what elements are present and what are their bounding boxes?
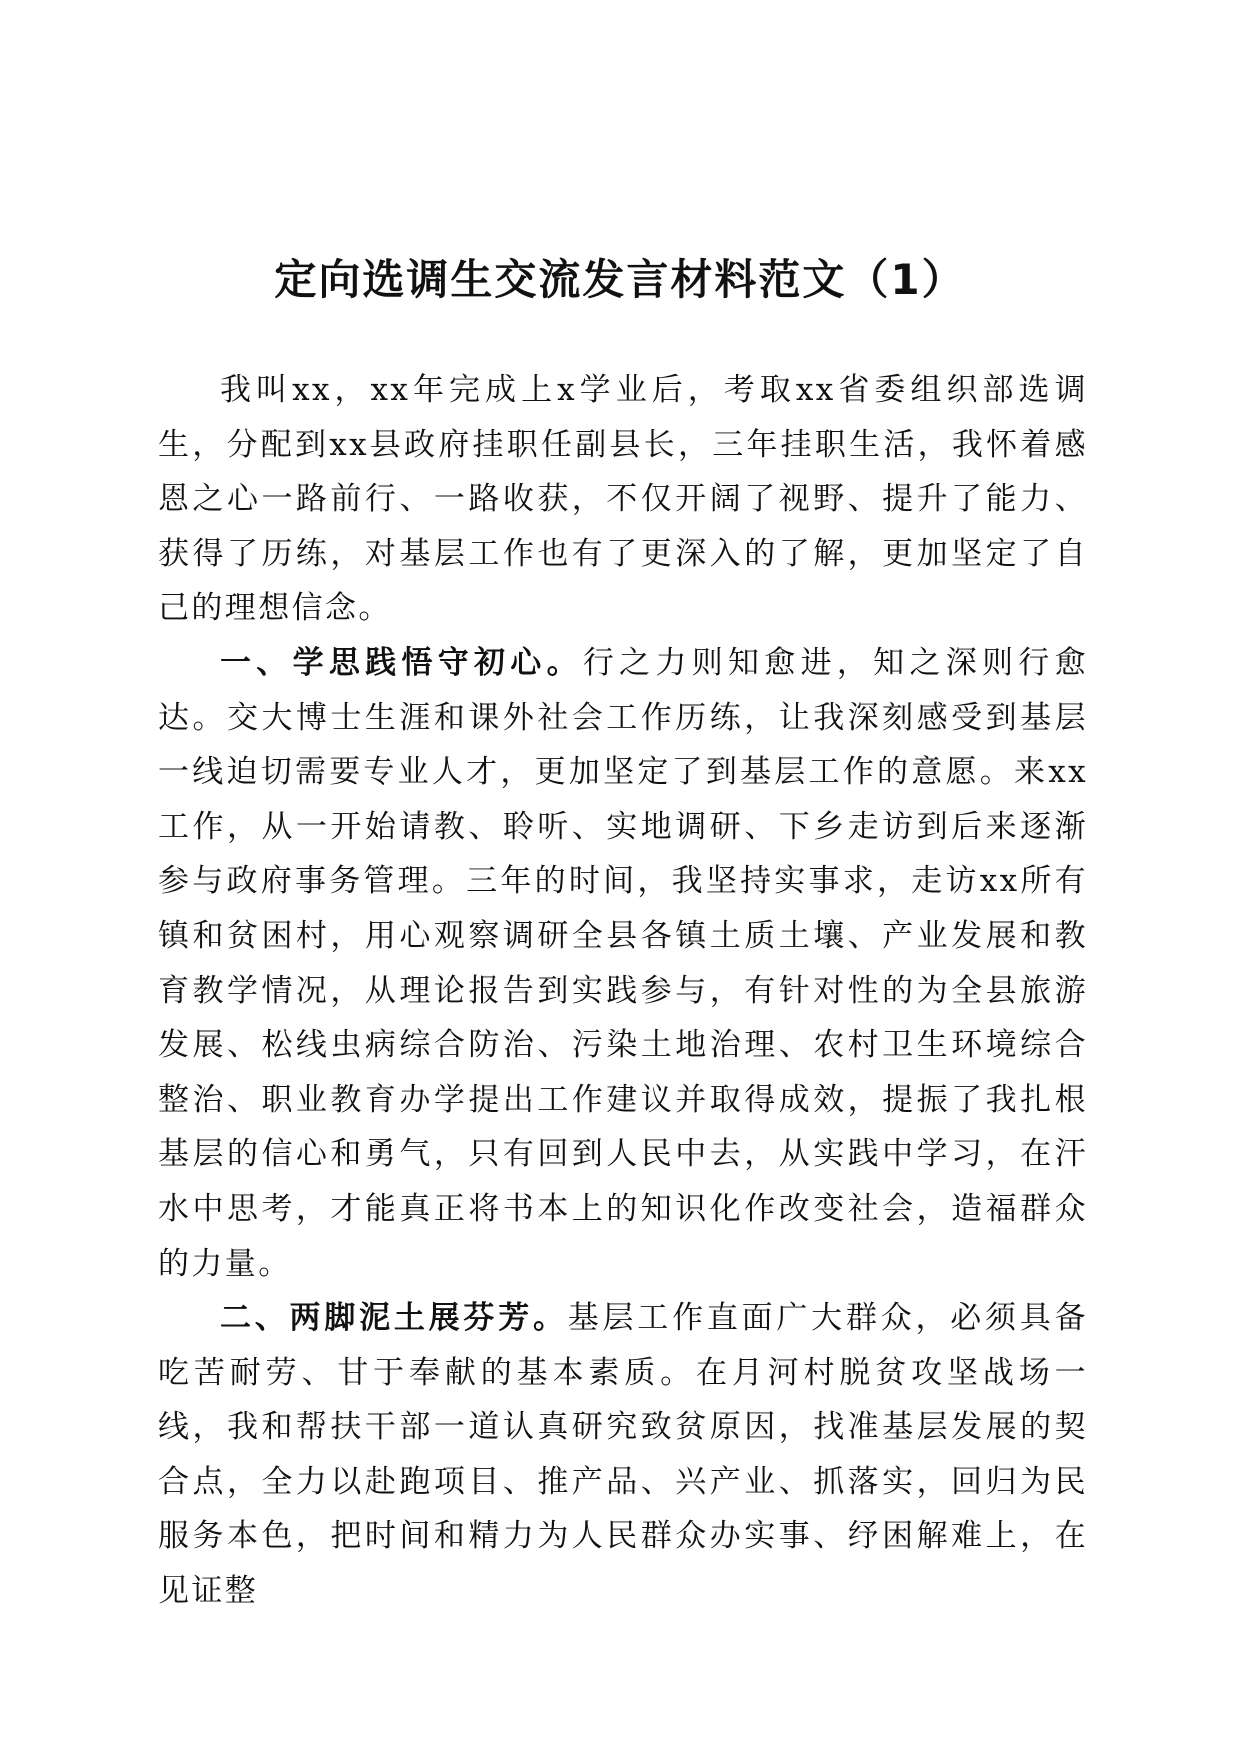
section-heading: 一、学思践悟守初心。 — [220, 644, 583, 681]
paragraph-section-1 — [158, 636, 1088, 1291]
document-body — [158, 363, 1088, 1619]
paragraph-section-2 — [158, 1291, 1088, 1619]
document-title: 定向选调生交流发言材料范文（1） — [274, 255, 966, 304]
section-heading: 二、两脚泥土展芬芳。 — [220, 1300, 568, 1337]
paragraph-intro — [158, 363, 1088, 636]
paragraph-text: 行之力则知愈进，知之深则行愈达。交大博士生涯和课外社会工作历练，让我深刻感受到基层一线迫切需要专业人才，更加坚定了到基层工作的意愿。来xx工作，从一开始请教、聆听、实地调研、下乡走访到后来逐渐参与政府事务管理。三年的时间，我坚持实事求，走访xx所有镇和贫困村，用心观察调研全县各镇土质土壤、产业发展和教育教学情况，从理论报告到实践参与，有针对性的为全县旅游发展、松线虫病综合防治、污染土地治理、农村卫生环境综合整治、职业教育办学提出工作建议并取得成效，提振了我扎根基层的信心和勇气，只有回到人民中去，从实践中学习，在汗水中思考，才能真正将书本上的知识化作改变社会，造福群众的力量。 — [158, 644, 1088, 1282]
paragraph-text: 我叫xx，xx年完成上x学业后，考取xx省委组织部选调生，分配到xx县政府挂职任副县长，三年挂职生活，我怀着感恩之心一路前行、一路收获，不仅开阔了视野、提升了能力、获得了历练，对基层工作也有了更深入的了解，更加坚定了自己的理想信念。 — [158, 372, 1088, 627]
paragraph-text: 基层工作直面广大群众，必须具备吃苦耐劳、甘于奉献的基本素质。在月河村脱贫攻坚战场一线，我和帮扶干部一道认真研究致贫原因，找准基层发展的契合点，全力以赴跑项目、推产品、兴产业、抓落实，回归为民服务本色，把时间和精力为人民群众办实事、纾困解难上，在见证整 — [158, 1300, 1088, 1610]
